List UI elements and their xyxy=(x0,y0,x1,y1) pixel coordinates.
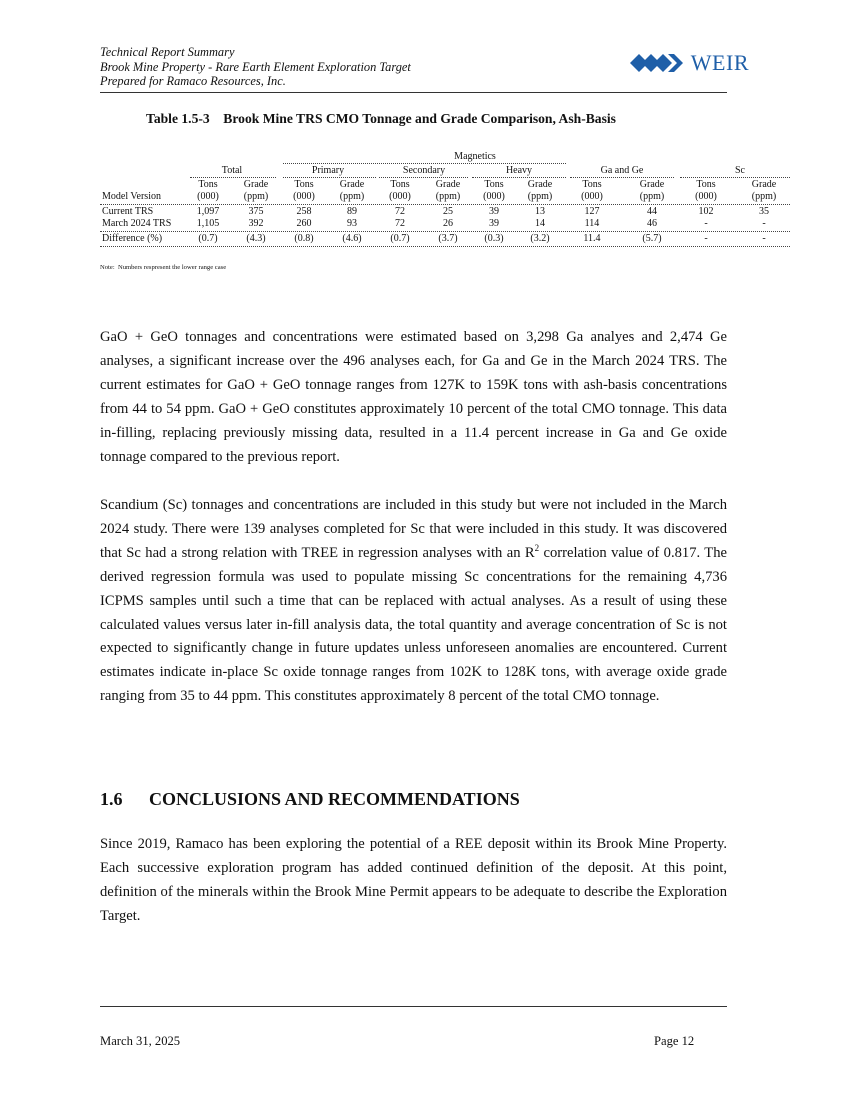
paragraph-scandium-part-1: Scandium (Sc) tonnages and concentrations are included in this study but were not included in the March 2024 study. There were 139 analyses completed for Sc that were included in this study. It was discovered that Sc had a strong relation with TREE in regression analyses with an R xyxy=(100,497,727,561)
sub-header: Tons xyxy=(582,179,602,190)
table-cell: 46 xyxy=(647,218,657,229)
sub-header: Grade xyxy=(527,179,553,190)
sub-header-unit: (ppm) xyxy=(751,191,777,202)
header-bottom-rule xyxy=(100,204,790,205)
table-cell: - xyxy=(762,218,766,229)
table-cell: (4.3) xyxy=(246,233,266,244)
sub-header-unit: (ppm) xyxy=(639,191,665,202)
magnetics-rule xyxy=(283,163,566,164)
row-label: Difference (%) xyxy=(102,233,163,244)
table-cell: (0.7) xyxy=(390,233,410,244)
table-cell: - xyxy=(704,218,708,229)
sub-header-unit: (000) xyxy=(695,191,717,202)
heavy-rule xyxy=(472,177,566,178)
table-note: Note: Numbers respresent the lower range case xyxy=(100,264,227,271)
sub-header: Tons xyxy=(390,179,410,190)
logo-text: WEIR xyxy=(690,50,749,75)
group-header-secondary: Secondary xyxy=(402,165,446,176)
table-bottom-rule xyxy=(100,246,790,247)
table-cell: 72 xyxy=(395,206,405,217)
table-cell: 72 xyxy=(395,218,405,229)
table-cell: 44 xyxy=(647,206,657,217)
model-version-label: Model Version xyxy=(102,191,161,202)
table-cell: (3.2) xyxy=(530,233,550,244)
table-cell: 1,105 xyxy=(196,218,220,229)
table-cell: 258 xyxy=(296,206,312,217)
superscript: 2 xyxy=(534,542,540,553)
group-header-total: Total xyxy=(221,165,243,176)
page-header xyxy=(100,45,749,95)
sub-header: Grade xyxy=(339,179,365,190)
header-line-2: Brook Mine Property - Rare Earth Element Exploration Target xyxy=(100,59,411,74)
table-super-header-row xyxy=(100,151,790,163)
sub-header-unit: (000) xyxy=(389,191,411,202)
group-header-sc: Sc xyxy=(735,165,745,176)
table-caption: Table 1.5-3 Brook Mine TRS CMO Tonnage and Grade Comparison, Ash-Basis xyxy=(146,111,616,126)
header-rule xyxy=(100,92,727,93)
sub-header-unit: (ppm) xyxy=(339,191,365,202)
secondary-rule xyxy=(379,177,468,178)
total-rule xyxy=(190,177,276,178)
table-row xyxy=(100,218,790,230)
table-cell: 26 xyxy=(443,218,453,229)
table-cell: 127 xyxy=(584,206,600,217)
table-sub-header-row-2 xyxy=(100,191,790,203)
header-line-1: Technical Report Summary xyxy=(100,45,235,59)
diamond-chevrons-icon xyxy=(630,52,688,74)
table-cell: 375 xyxy=(248,206,264,217)
table-cell: (0.8) xyxy=(294,233,314,244)
group-header-ga-ge: Ga and Ge xyxy=(600,165,644,176)
row-label: Current TRS xyxy=(102,206,154,217)
table-cell: 1,097 xyxy=(196,206,220,217)
sub-header: Grade xyxy=(639,179,665,190)
row-label: March 2024 TRS xyxy=(102,218,172,229)
sub-header-unit: (ppm) xyxy=(527,191,553,202)
table-cell: 35 xyxy=(759,206,769,217)
table-cell: 39 xyxy=(489,206,499,217)
weir-logo xyxy=(630,50,749,76)
table-group-header-row xyxy=(100,165,790,177)
table-cell: - xyxy=(704,233,708,244)
table-cell: 392 xyxy=(248,218,264,229)
table-cell: 93 xyxy=(347,218,357,229)
footer-page-number: Page 12 xyxy=(654,1034,695,1048)
table-cell: (5.7) xyxy=(642,233,662,244)
table-row xyxy=(100,233,790,245)
table-cell: 89 xyxy=(347,206,357,217)
table-cell: 25 xyxy=(443,206,453,217)
table-cell: (0.7) xyxy=(198,233,218,244)
table-cell: 11.4 xyxy=(583,233,601,244)
table-cell: 260 xyxy=(296,218,312,229)
sub-header: Grade xyxy=(243,179,269,190)
sub-header: Grade xyxy=(435,179,461,190)
magnetics-header: Magnetics xyxy=(454,151,496,162)
sub-header: Tons xyxy=(198,179,218,190)
sub-header-unit: (ppm) xyxy=(243,191,269,202)
table-cell: 39 xyxy=(489,218,499,229)
table-cell: 102 xyxy=(698,206,714,217)
table-cell: 13 xyxy=(535,206,545,217)
ga-ge-rule xyxy=(570,177,674,178)
header-line-3: Prepared for Ramaco Resources, Inc. xyxy=(100,74,286,88)
paragraph-scandium-part-2: correlation value of 0.817. The derived regression formula was used to populate missing Sc concentrations for the remaining 4,736 ICPMS samples until such a time that can be replaced with actual analyses. As a result of using these calculated values versus later in-fill analysis data, the total quantity and average concentration of Sc is not expected to significantly change in future updates unless unforeseen anomalies are encountered. Current estimates indicate in-place Sc oxide tonnage ranges from 102K to 128K tons, with average oxide grade ranging from 35 to 44 ppm. This constitutes approximately 8 percent of the total CMO tonnage. xyxy=(100,544,727,705)
table-cell: 14 xyxy=(535,218,545,229)
sub-header-unit: (000) xyxy=(581,191,603,202)
section-number: 1.6 xyxy=(100,789,123,809)
section-title: CONCLUSIONS AND RECOMMENDATIONS xyxy=(149,789,520,809)
table-cell: - xyxy=(762,233,766,244)
table-cell: 114 xyxy=(584,218,600,229)
paragraph-conclusions: Since 2019, Ramaco has been exploring the potential of a REE deposit within its Brook Mine Property. Each successive exploration program has added continued definition of the deposit. At this point, definition of the minerals within the Brook Mine Permit appears to be adequate to describe the Exploration Target. xyxy=(100,836,727,924)
table-cell: (0.3) xyxy=(484,233,504,244)
sub-header: Tons xyxy=(696,179,716,190)
group-header-heavy: Heavy xyxy=(505,165,533,176)
sc-rule xyxy=(680,177,790,178)
sub-header-unit: (ppm) xyxy=(435,191,461,202)
group-header-primary: Primary xyxy=(311,165,345,176)
sub-header: Tons xyxy=(294,179,314,190)
paragraph-scandium xyxy=(100,494,727,709)
sub-header: Grade xyxy=(751,179,777,190)
table-cell: (3.7) xyxy=(438,233,458,244)
footer-rule xyxy=(100,1006,727,1007)
primary-rule xyxy=(283,177,376,178)
table-cell: (4.6) xyxy=(342,233,362,244)
sub-header-unit: (000) xyxy=(197,191,219,202)
footer-date: March 31, 2025 xyxy=(100,1034,181,1048)
paragraph-ga-ge: GaO + GeO tonnages and concentrations were estimated based on 3,298 Ga analyes and 2,474 Ge analyses, a significant increase over the 496 analyses each, for Ga and Ge in the March 2024 TRS. The current estimates for GaO + GeO tonnage ranges from 127K to 159K tons with ash-basis concentrations from 44 to 54 ppm. GaO + GeO constitutes approximately 10 percent of the total CMO tonnage. This data in-filling, replacing previously missing data, resulted in a 11.4 percent increase in Ga and Ge oxide tonnage compared to the previous report. xyxy=(100,329,727,465)
table-sub-header-row-1 xyxy=(100,179,790,191)
table-row xyxy=(100,206,790,218)
sub-header-unit: (000) xyxy=(293,191,315,202)
section-heading xyxy=(100,789,520,810)
rows-rule xyxy=(100,231,790,232)
sub-header-unit: (000) xyxy=(483,191,505,202)
sub-header: Tons xyxy=(484,179,504,190)
